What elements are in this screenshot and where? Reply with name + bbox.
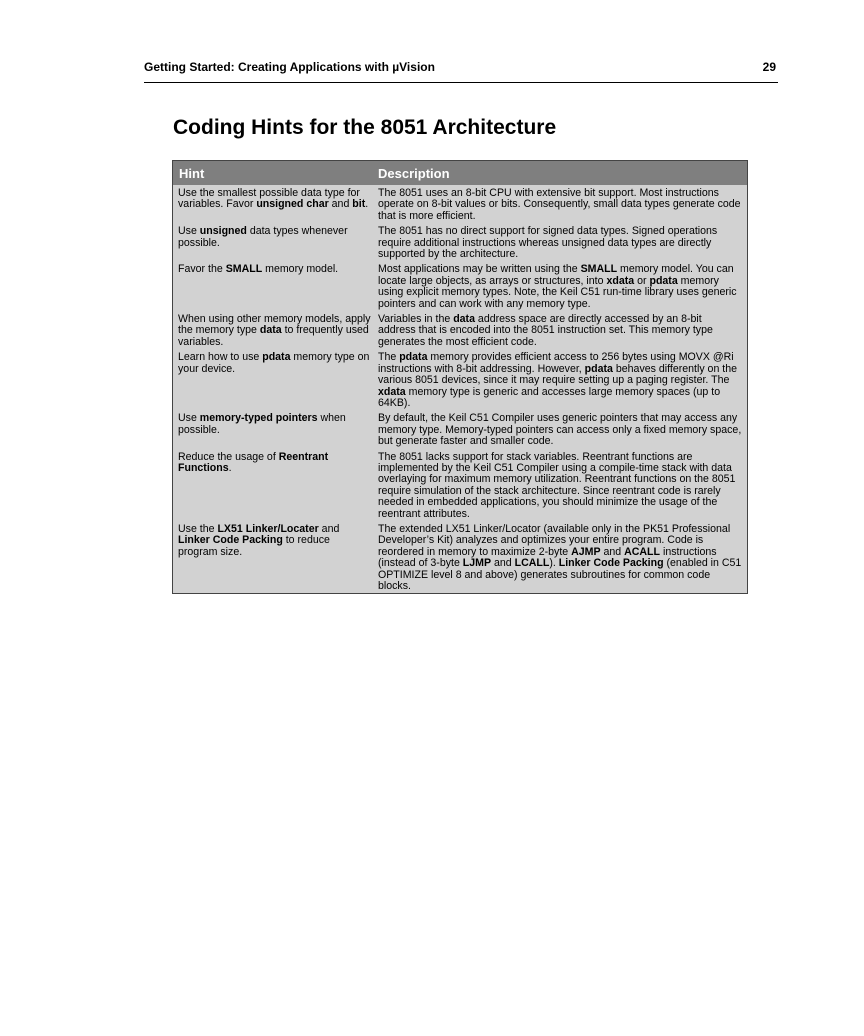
table-row xyxy=(173,311,747,349)
description-cell: Most applications may be written using the SMALL memory model. You can locate large objects, as arrays or structures, into xdata or pdata memory using explicit memory types. Note, the Keil C51 run-time library uses generic pointers and can work with any memory type. xyxy=(378,263,737,310)
table-header-row xyxy=(173,161,747,185)
description-cell: By default, the Keil C51 Compiler uses generic pointers that may access any memory type. Memory-typed pointers can access only a fixed memory space, but generate faster and smaller code. xyxy=(378,412,742,448)
running-header-title: Getting Started: Creating Applications with µVision xyxy=(144,60,435,74)
hint-cell: Favor the SMALL memory model. xyxy=(178,263,339,276)
hints-table xyxy=(172,160,748,594)
hint-cell: When using other memory models, apply the memory type data to frequently used variables. xyxy=(178,313,371,348)
hint-cell: Use the LX51 Linker/Locater and Linker Code Packing to reduce program size. xyxy=(178,522,340,558)
column-header-description: Description xyxy=(378,165,450,181)
hint-cell: Learn how to use pdata memory type on your device. xyxy=(178,351,370,375)
description-cell: The 8051 uses an 8-bit CPU with extensive bit support. Most instructions operate on 8-bit values or bits. Consequently, small data types generate code that is more efficient. xyxy=(378,187,741,222)
description-cell: The extended LX51 Linker/Locator (available only in the PK51 Professional Developer’s Kit) analyzes and optimizes your entire program. Code is reordered in memory to maximize 2-byte AJMP and ACALL instructions (instead of 3-byte LJMP and LCALL). Linker Code Packing (enabled in C51 OPTIMIZE level 8 and above) generates subroutines for common code blocks. xyxy=(378,522,742,592)
table-row xyxy=(173,223,747,261)
section-title: Coding Hints for the 8051 Architecture xyxy=(173,116,557,139)
table-body xyxy=(173,185,747,593)
table-row xyxy=(173,185,747,223)
table-row xyxy=(173,349,747,410)
table-row xyxy=(173,410,747,448)
description-cell: Variables in the data address space are directly accessed by an 8-bit address that is encoded into the 8051 instruction set. This memory type generates the most efficient code. xyxy=(378,313,713,348)
table-row xyxy=(173,261,747,311)
hint-cell: Use unsigned data types whenever possible. xyxy=(178,225,348,249)
hint-cell: Use the smallest possible data type for variables. Favor unsigned char and bit. xyxy=(178,187,369,211)
running-header xyxy=(144,58,778,83)
table-row xyxy=(173,449,747,521)
description-cell: The 8051 lacks support for stack variables. Reentrant functions are implemented by the Keil C51 Compiler using a compile-time stack with data overlaying for maximum memory utilization. Reentrant functions on the 8051 require simulation of the stack architecture. Since reentrant code is rarely needed in embedded applications, you should minimize the usage of the reentrant attributes. xyxy=(378,450,736,520)
description-cell: The pdata memory provides efficient access to 256 bytes using MOVX @Ri instructions with 8-bit addressing. However, pdata behaves differently on the various 8051 devices, since it may require setting up a paging register. The xdata memory type is generic and accesses large memory spaces (up to 64KB). xyxy=(378,351,738,409)
column-header-hint: Hint xyxy=(179,165,205,181)
table-row xyxy=(173,521,747,593)
description-cell: The 8051 has no direct support for signed data types. Signed operations require additional instructions whereas unsigned data types are directly supported by the architecture. xyxy=(378,225,718,261)
hint-cell: Use memory-typed pointers when possible. xyxy=(178,412,346,436)
page-number: 29 xyxy=(762,60,776,74)
hint-cell: Reduce the usage of Reentrant Functions. xyxy=(178,450,329,474)
